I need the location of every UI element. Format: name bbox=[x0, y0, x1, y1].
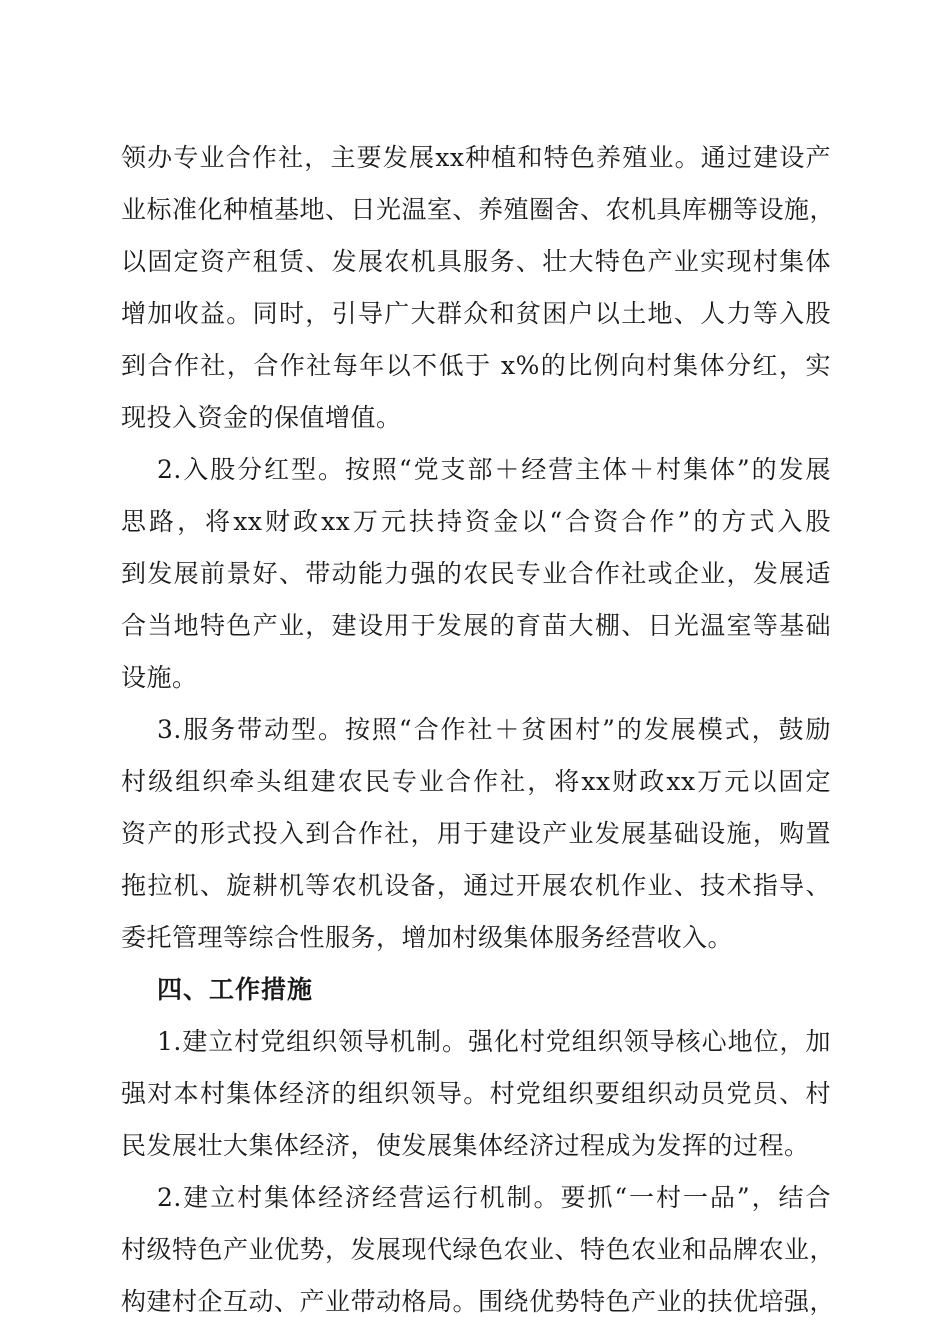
paragraph-line: 领办专业合作社，主要发展xx种植和特色养殖业。通过建设产 bbox=[121, 143, 831, 172]
paragraph-line: 到合作社，合作社每年以不低于 x%的比例向村集体分红，实 bbox=[121, 351, 831, 380]
paragraph-line: 3.服务带动型。按照“合作社＋贫困村”的发展模式，鼓励 bbox=[157, 715, 831, 744]
paragraph-line: 现投入资金的保值增值。 bbox=[121, 403, 402, 432]
paragraph-line: 拖拉机、旋耕机等农机设备，通过开展农机作业、技术指导、 bbox=[121, 871, 831, 900]
paragraph-line: 增加收益。同时，引导广大群众和贫困户以土地、人力等入股 bbox=[121, 299, 831, 328]
paragraph-line: 设施。 bbox=[121, 663, 198, 692]
paragraph-line: 民发展壮大集体经济，使发展集体经济过程成为发挥的过程。 bbox=[121, 1131, 810, 1160]
section-heading: 四、工作措施 bbox=[157, 975, 314, 1004]
paragraph-line: 到发展前景好、带动能力强的农民专业合作社或企业，发展适 bbox=[121, 559, 831, 588]
paragraph-line: 强对本村集体经济的组织领导。村党组织要组织动员党员、村 bbox=[121, 1079, 831, 1108]
paragraph-line: 构建村企互动、产业带动格局。围绕优势特色产业的扶优培强， bbox=[121, 1287, 836, 1316]
paragraph-line: 村级特色产业优势，发展现代绿色农业、特色农业和品牌农业， bbox=[121, 1235, 836, 1264]
paragraph-line: 以固定资产租赁、发展农机具服务、壮大特色产业实现村集体 bbox=[121, 247, 831, 276]
paragraph-line: 2.建立村集体经济经营运行机制。要抓“一村一品”，结合 bbox=[157, 1183, 831, 1212]
paragraph-line: 业标准化种植基地、日光温室、养殖圈舍、农机具库棚等设施， bbox=[121, 195, 836, 224]
paragraph-line: 资产的形式投入到合作社，用于建设产业发展基础设施，购置 bbox=[121, 819, 831, 848]
paragraph-line: 思路，将xx财政xx万元扶持资金以“合资合作”的方式入股 bbox=[121, 507, 831, 536]
paragraph-line: 2.入股分红型。按照“党支部＋经营主体＋村集体”的发展 bbox=[157, 455, 831, 484]
paragraph-line: 1.建立村党组织领导机制。强化村党组织领导核心地位，加 bbox=[157, 1027, 831, 1056]
paragraph-line: 村级组织牵头组建农民专业合作社，将xx财政xx万元以固定 bbox=[121, 767, 831, 796]
paragraph-line: 合当地特色产业，建设用于发展的育苗大棚、日光温室等基础 bbox=[121, 611, 831, 640]
paragraph-line: 委托管理等综合性服务，增加村级集体服务经营收入。 bbox=[121, 923, 734, 952]
